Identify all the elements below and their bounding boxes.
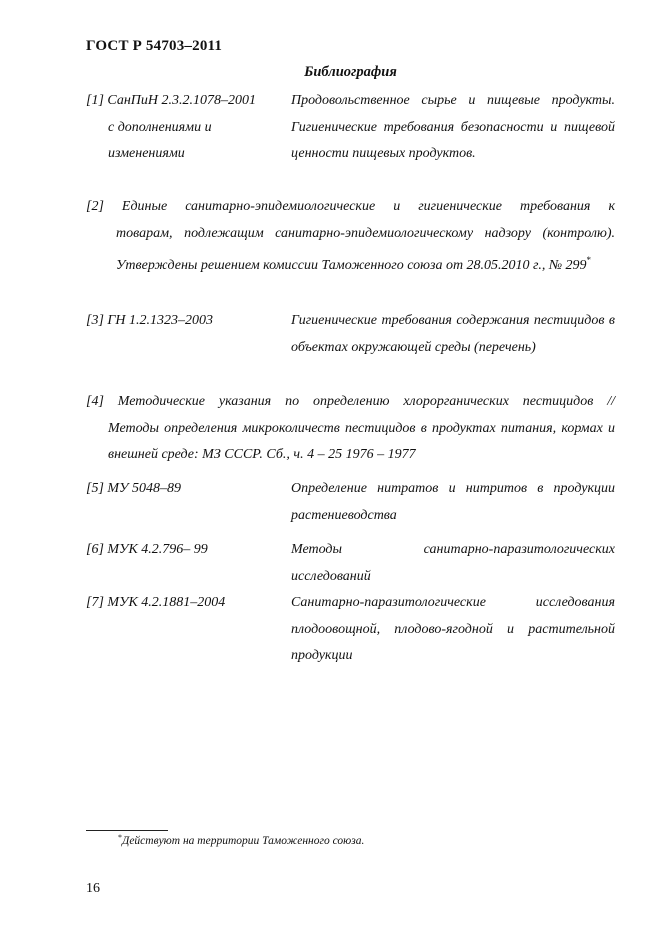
entry-1-label: [1] СанПиН 2.3.2.1078–2001 с дополнениями и изменениями bbox=[86, 93, 256, 161]
bibliography-entry-2 bbox=[86, 194, 615, 280]
entry-2-first-line: [2] Единые санитарно-эпидемиологические и гигиенические требования к bbox=[86, 199, 615, 214]
bibliography-title: Библиография bbox=[304, 64, 397, 80]
bibliography-entry-7 bbox=[86, 590, 615, 670]
entry-7-label: [7] МУК 4.2.1881–2004 bbox=[86, 595, 226, 610]
entry-3-label: [3] ГН 1.2.1323–2003 bbox=[86, 313, 213, 328]
bibliography-entry-1 bbox=[86, 88, 615, 168]
entry-6-label: [6] МУК 4.2.796– 99 bbox=[86, 542, 208, 557]
bibliography-entry-6 bbox=[86, 537, 615, 590]
entry-5-label: [5] МУ 5048–89 bbox=[86, 481, 181, 496]
footnote-divider bbox=[86, 830, 168, 831]
entry-1-text: Продовольственное сырье и пищевые продукты. Гигиенические требования безопасности и пищевой ценности пищевых продуктов. bbox=[291, 93, 615, 161]
footnote: *Действуют на территории Таможенного союза. bbox=[118, 833, 365, 847]
bibliography-entry-5 bbox=[86, 476, 615, 529]
bibliography-entry-3 bbox=[86, 308, 615, 361]
document-id-header: ГОСТ Р 54703–2011 bbox=[86, 38, 223, 54]
entry-4-first-line: [4] Методические указания по определению хлорорганических пестицидов // bbox=[86, 394, 615, 409]
entry-5-text: Определение нитратов и нитритов в продукции растениеводства bbox=[291, 481, 615, 523]
entry-6-text: Методы санитарно-паразитологических исследований bbox=[291, 542, 615, 584]
page-number: 16 bbox=[86, 881, 100, 896]
entry-7-text: Санитарно-паразитологические исследования плодоовощной, плодово-ягодной и растительной продукции bbox=[291, 595, 615, 663]
footnote-mark: * bbox=[586, 255, 592, 265]
entry-4-text: Методы определения микроколичеств пестицидов в продуктах питания, кормах и внешней среде: МЗ СССР. Сб., ч. 4 – 25 1976 – 1977 bbox=[108, 420, 615, 462]
bibliography-entry-4 bbox=[86, 389, 615, 469]
entry-3-text: Гигиенические требования содержания пестицидов в объектах окружающей среды (перечень) bbox=[291, 313, 615, 355]
entry-2-text: товарам, подлежащим санитарно-эпидемиологическому надзору (контролю). Утверждены решением комиссии Таможенного союза от 28.05.2010 г., № 299* bbox=[116, 225, 615, 273]
